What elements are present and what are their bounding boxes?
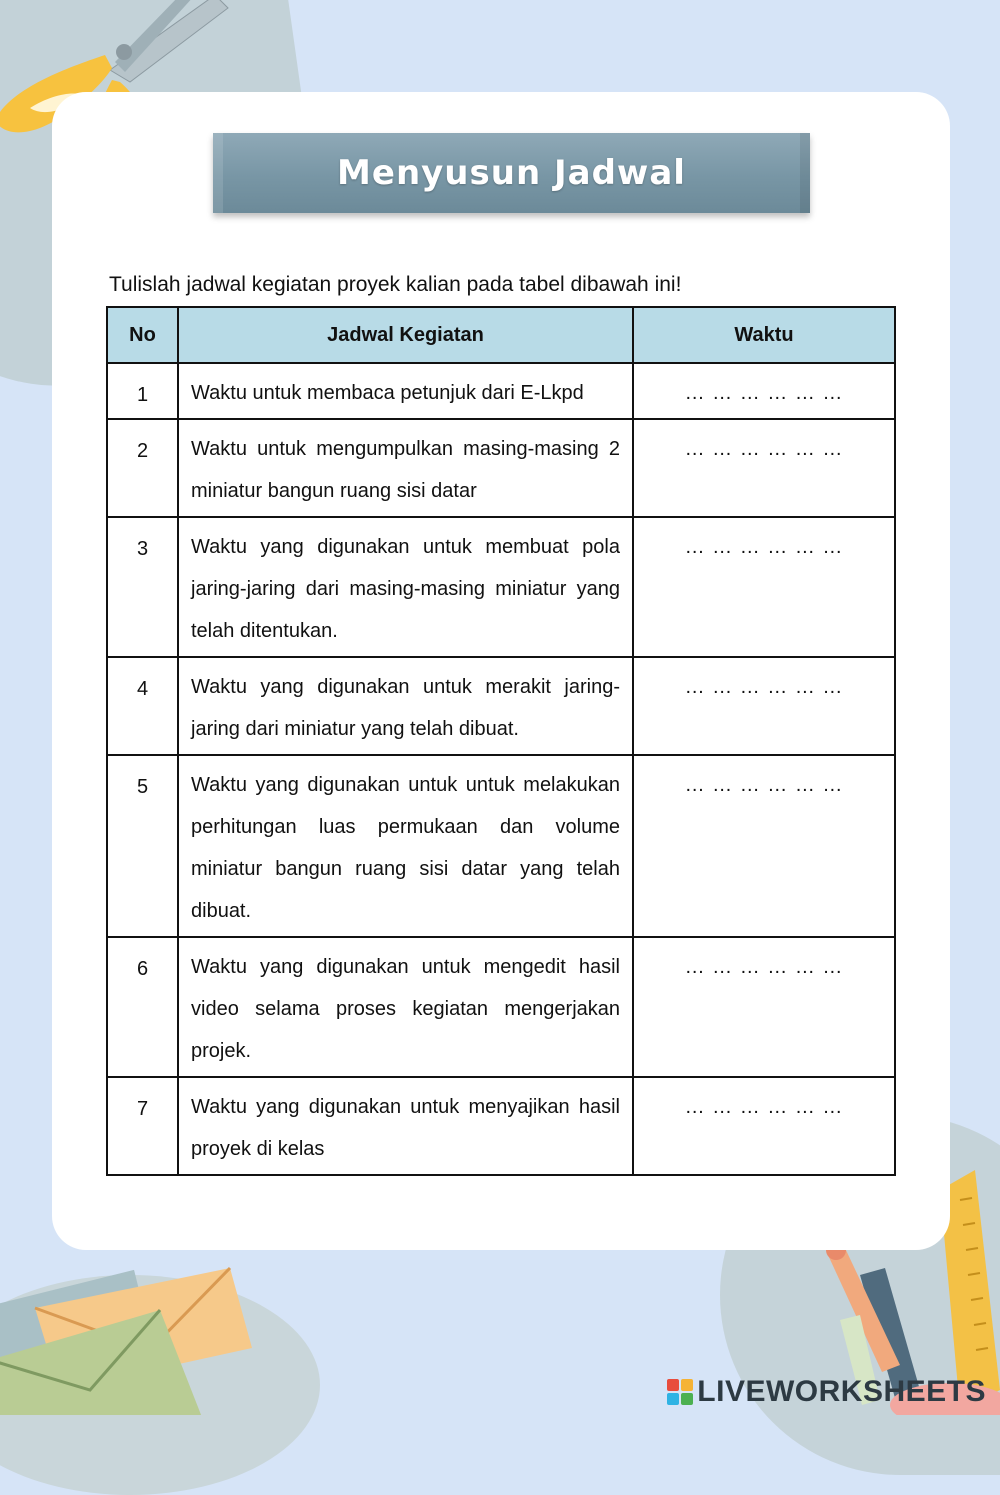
row-number: 7: [107, 1077, 178, 1175]
schedule-table: [106, 306, 896, 1176]
row-number: 6: [107, 937, 178, 1077]
liveworksheets-mark-icon: [667, 1379, 693, 1405]
table-row: [107, 419, 895, 517]
table-row: [107, 1077, 895, 1175]
logo-square: [667, 1393, 679, 1405]
header-no: No: [107, 307, 178, 363]
header-time: Waktu: [633, 307, 895, 363]
envelope-icon: [0, 1250, 300, 1415]
table-row: [107, 755, 895, 937]
row-number: 5: [107, 755, 178, 937]
time-input[interactable]: … … … … … …: [633, 937, 895, 1077]
row-number: 2: [107, 419, 178, 517]
row-activity: Waktu yang digunakan untuk membuat pola jaring-jaring dari masing-masing miniatur yang telah ditentukan.: [178, 517, 633, 657]
header-activity: Jadwal Kegiatan: [178, 307, 633, 363]
watermark-text: LIVEWORKSHEETS: [697, 1375, 986, 1408]
row-number: 1: [107, 363, 178, 419]
table-row: [107, 517, 895, 657]
time-input[interactable]: … … … … … …: [633, 1077, 895, 1175]
title-banner: [213, 133, 810, 213]
time-input[interactable]: … … … … … …: [633, 657, 895, 755]
page-title: Menyusun Jadwal: [337, 153, 686, 193]
time-input[interactable]: … … … … … …: [633, 755, 895, 937]
liveworksheets-logo: [667, 1375, 986, 1409]
logo-square: [681, 1379, 693, 1391]
row-number: 3: [107, 517, 178, 657]
row-activity: Waktu yang digunakan untuk merakit jaring-jaring dari miniatur yang telah dibuat.: [178, 657, 633, 755]
logo-square: [667, 1379, 679, 1391]
table-row: [107, 657, 895, 755]
time-input[interactable]: … … … … … …: [633, 419, 895, 517]
time-input[interactable]: … … … … … …: [633, 363, 895, 419]
row-activity: Waktu yang digunakan untuk untuk melakukan perhitungan luas permukaan dan volume miniatur bangun ruang sisi datar yang telah dibuat.: [178, 755, 633, 937]
row-activity: Waktu untuk membaca petunjuk dari E-Lkpd: [178, 363, 633, 419]
table-row: [107, 937, 895, 1077]
instruction-text: Tulislah jadwal kegiatan proyek kalian pada tabel dibawah ini!: [109, 273, 682, 296]
time-input[interactable]: … … … … … …: [633, 517, 895, 657]
table-header-row: [107, 307, 895, 363]
row-activity: Waktu yang digunakan untuk mengedit hasil video selama proses kegiatan mengerjakan projek.: [178, 937, 633, 1077]
table-row: [107, 363, 895, 419]
row-number: 4: [107, 657, 178, 755]
row-activity: Waktu yang digunakan untuk menyajikan hasil proyek di kelas: [178, 1077, 633, 1175]
logo-square: [681, 1393, 693, 1405]
row-activity: Waktu untuk mengumpulkan masing-masing 2 miniatur bangun ruang sisi datar: [178, 419, 633, 517]
